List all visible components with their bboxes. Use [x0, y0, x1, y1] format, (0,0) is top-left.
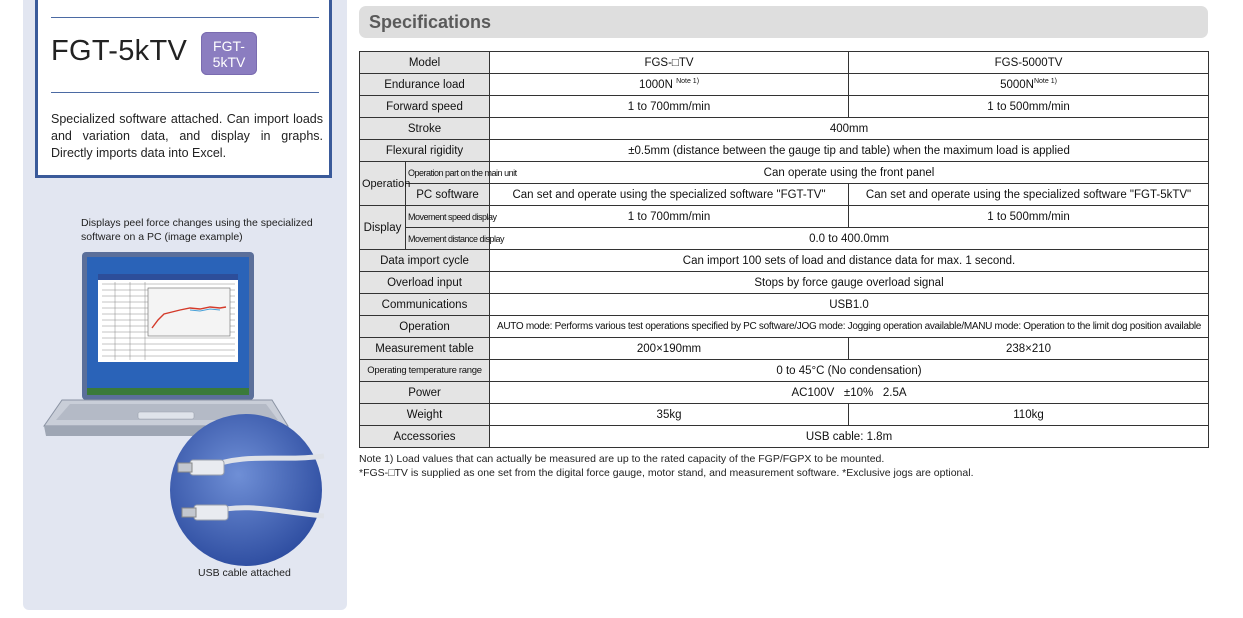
- row-label: Operating temperature range: [360, 360, 490, 382]
- cell: USB1.0: [490, 294, 1209, 316]
- table-row: [360, 316, 1209, 338]
- table-row: [360, 338, 1209, 360]
- cell: 110kg: [849, 404, 1209, 426]
- usb-cable-image: [168, 412, 324, 568]
- peel-caption: Displays peel force changes using the specialized software on a PC (image example): [81, 217, 313, 243]
- product-title: FGT-5kTV: [51, 35, 188, 67]
- row-label: Flexural rigidity: [360, 140, 490, 162]
- cell: Stops by force gauge overload signal: [490, 272, 1209, 294]
- row-label: Operation part on the main unit: [406, 162, 490, 184]
- cell: 238×210: [849, 338, 1209, 360]
- row-label: Endurance load: [360, 74, 490, 96]
- row-label: Movement speed display: [406, 206, 490, 228]
- table-row: [360, 360, 1209, 382]
- table-row: [360, 272, 1209, 294]
- spec-header: [359, 6, 1208, 38]
- cell: 1 to 500mm/min: [849, 206, 1209, 228]
- row-label: Power: [360, 382, 490, 404]
- row-label: Communications: [360, 294, 490, 316]
- spec-table: [359, 51, 1209, 448]
- cell: FGS-□TV: [490, 52, 849, 74]
- cell: Can operate using the front panel: [490, 162, 1209, 184]
- cell: 400mm: [490, 118, 1209, 140]
- row-label: Model: [360, 52, 490, 74]
- badge-line2: 5kTV: [212, 53, 246, 70]
- cell-value: 1000N: [638, 78, 673, 91]
- note-mark: Note 1): [1033, 77, 1057, 85]
- cell: 0.0 to 400.0mm: [490, 228, 1209, 250]
- usb-caption: USB cable attached: [198, 567, 291, 579]
- cell: Can set and operate using the specialized software "FGT-TV": [490, 184, 849, 206]
- cell: 1 to 700mm/min: [490, 96, 849, 118]
- product-box: [35, 0, 332, 178]
- cell: Can set and operate using the specialized software "FGT-5kTV": [849, 184, 1209, 206]
- table-row: [360, 382, 1209, 404]
- top-rule: [51, 17, 319, 18]
- table-row: [360, 140, 1209, 162]
- cell: [490, 74, 849, 96]
- note-2: *FGS-□TV is supplied as one set from the digital force gauge, motor stand, and measurement software. *Exclusive jogs are optional.: [359, 467, 974, 479]
- table-row: [360, 294, 1209, 316]
- table-row: [360, 118, 1209, 140]
- badge-line1: FGT-: [213, 37, 245, 54]
- cell: AUTO mode: Performs various test operations specified by PC software/JOG mode: Jogging operation available/MANU mode: Operation to the limit dog position available: [490, 316, 1209, 338]
- row-label: Forward speed: [360, 96, 490, 118]
- table-row: [360, 228, 1209, 250]
- spec-title: Specifications: [369, 12, 492, 32]
- table-row: [360, 162, 1209, 184]
- cell: [849, 74, 1209, 96]
- cell: 1 to 700mm/min: [490, 206, 849, 228]
- product-description: Specialized software attached. Can import loads and variation data, and display in graphs. Directly imports data into Excel.: [51, 112, 323, 160]
- group-label-operation: Operation: [360, 162, 406, 206]
- cell: FGS-5000TV: [849, 52, 1209, 74]
- table-row: [360, 404, 1209, 426]
- table-row: [360, 74, 1209, 96]
- spec-notes: [359, 452, 973, 480]
- row-label: PC software: [406, 184, 490, 206]
- cell: ±0.5mm (distance between the gauge tip and table) when the maximum load is applied: [490, 140, 1209, 162]
- row-label: Stroke: [360, 118, 490, 140]
- row-label: Weight: [360, 404, 490, 426]
- note-mark: Note 1): [676, 77, 700, 85]
- cell-value: 5000N: [1000, 78, 1034, 91]
- cell: 0 to 45°C (No condensation): [490, 360, 1209, 382]
- table-row: [360, 184, 1209, 206]
- row-label: Measurement table: [360, 338, 490, 360]
- cell: Can import 100 sets of load and distance data for max. 1 second.: [490, 250, 1209, 272]
- group-label-display: Display: [360, 206, 406, 250]
- cell: USB cable: 1.8m: [490, 426, 1209, 448]
- table-row: [360, 426, 1209, 448]
- row-label: Overload input: [360, 272, 490, 294]
- row-label: Accessories: [360, 426, 490, 448]
- row-label: Data import cycle: [360, 250, 490, 272]
- cell: AC100V ±10% 2.5A: [490, 382, 1209, 404]
- cell: 1 to 500mm/min: [849, 96, 1209, 118]
- note-1: Note 1) Load values that can actually be measured are up to the rated capacity of the FGP/FGPX to be mounted.: [359, 453, 885, 465]
- bottom-rule: [51, 92, 319, 93]
- row-label: Movement distance display: [406, 228, 490, 250]
- row-label: Operation: [360, 316, 490, 338]
- cell: 200×190mm: [490, 338, 849, 360]
- cell: 35kg: [490, 404, 849, 426]
- product-badge: [201, 32, 257, 75]
- table-row: [360, 96, 1209, 118]
- table-row: [360, 206, 1209, 228]
- table-row: [360, 250, 1209, 272]
- table-row: [360, 52, 1209, 74]
